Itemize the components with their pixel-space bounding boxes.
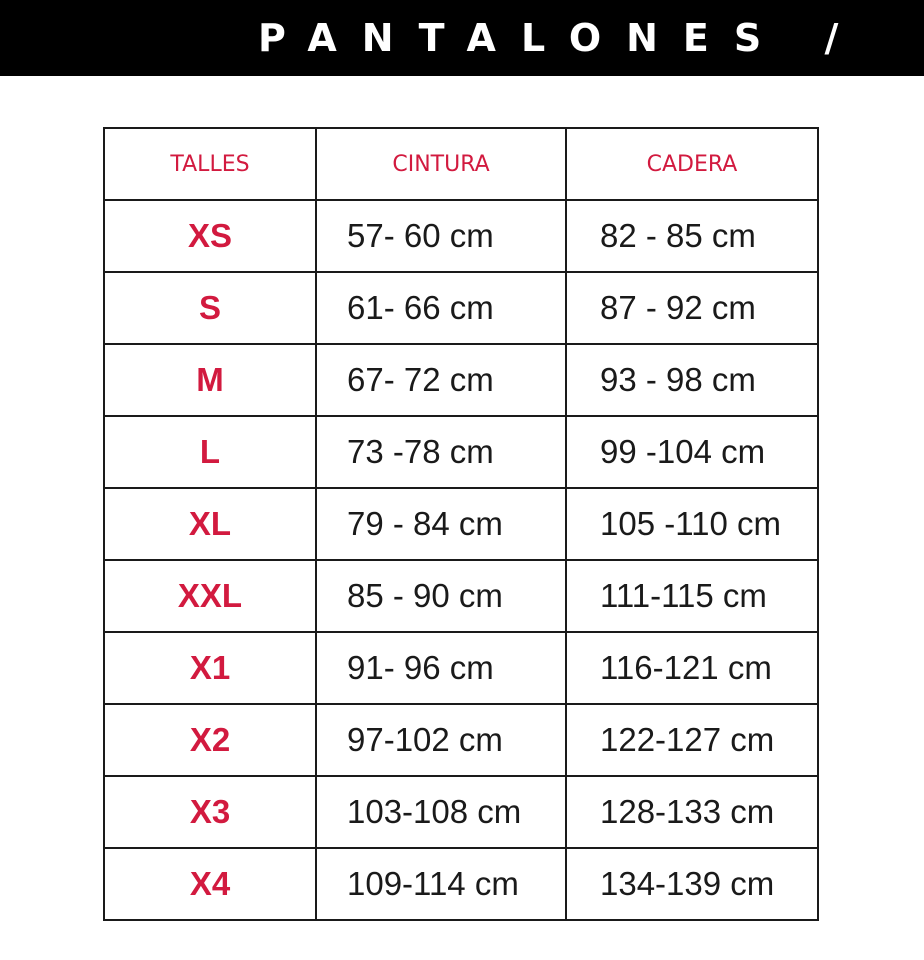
cadera-value: 105 -110 cm [566,488,818,560]
size-label: XXL [104,560,316,632]
cintura-value: 85 - 90 cm [316,560,566,632]
cadera-value: 93 - 98 cm [566,344,818,416]
cintura-value: 73 -78 cm [316,416,566,488]
table-row [104,704,818,776]
table-row [104,416,818,488]
cadera-value: 82 - 85 cm [566,200,818,272]
cintura-value: 97-102 cm [316,704,566,776]
size-label: X1 [104,632,316,704]
cadera-value: 99 -104 cm [566,416,818,488]
size-label: S [104,272,316,344]
cintura-value: 79 - 84 cm [316,488,566,560]
cadera-value: 111-115 cm [566,560,818,632]
cadera-value: 122-127 cm [566,704,818,776]
cadera-value: 87 - 92 cm [566,272,818,344]
table-row [104,632,818,704]
cintura-value: 67- 72 cm [316,344,566,416]
table-row [104,272,818,344]
cintura-value: 103-108 cm [316,776,566,848]
size-label: X3 [104,776,316,848]
cadera-value: 128-133 cm [566,776,818,848]
size-label: L [104,416,316,488]
page-title: PANTALONES / [258,16,864,60]
cintura-value: 61- 66 cm [316,272,566,344]
table-row [104,776,818,848]
header-banner [0,0,924,76]
size-chart-table [103,127,819,921]
column-header-cintura: CINTURA [316,128,566,200]
table-header-row [104,128,818,200]
size-label: X2 [104,704,316,776]
cadera-value: 116-121 cm [566,632,818,704]
size-label: XS [104,200,316,272]
size-label: M [104,344,316,416]
cadera-value: 134-139 cm [566,848,818,920]
column-header-cadera: CADERA [566,128,818,200]
column-header-talles: TALLES [104,128,316,200]
table-row [104,488,818,560]
size-label: X4 [104,848,316,920]
table-row [104,344,818,416]
cintura-value: 57- 60 cm [316,200,566,272]
cintura-value: 109-114 cm [316,848,566,920]
cintura-value: 91- 96 cm [316,632,566,704]
table-row [104,200,818,272]
size-label: XL [104,488,316,560]
table-row [104,848,818,920]
table-row [104,560,818,632]
